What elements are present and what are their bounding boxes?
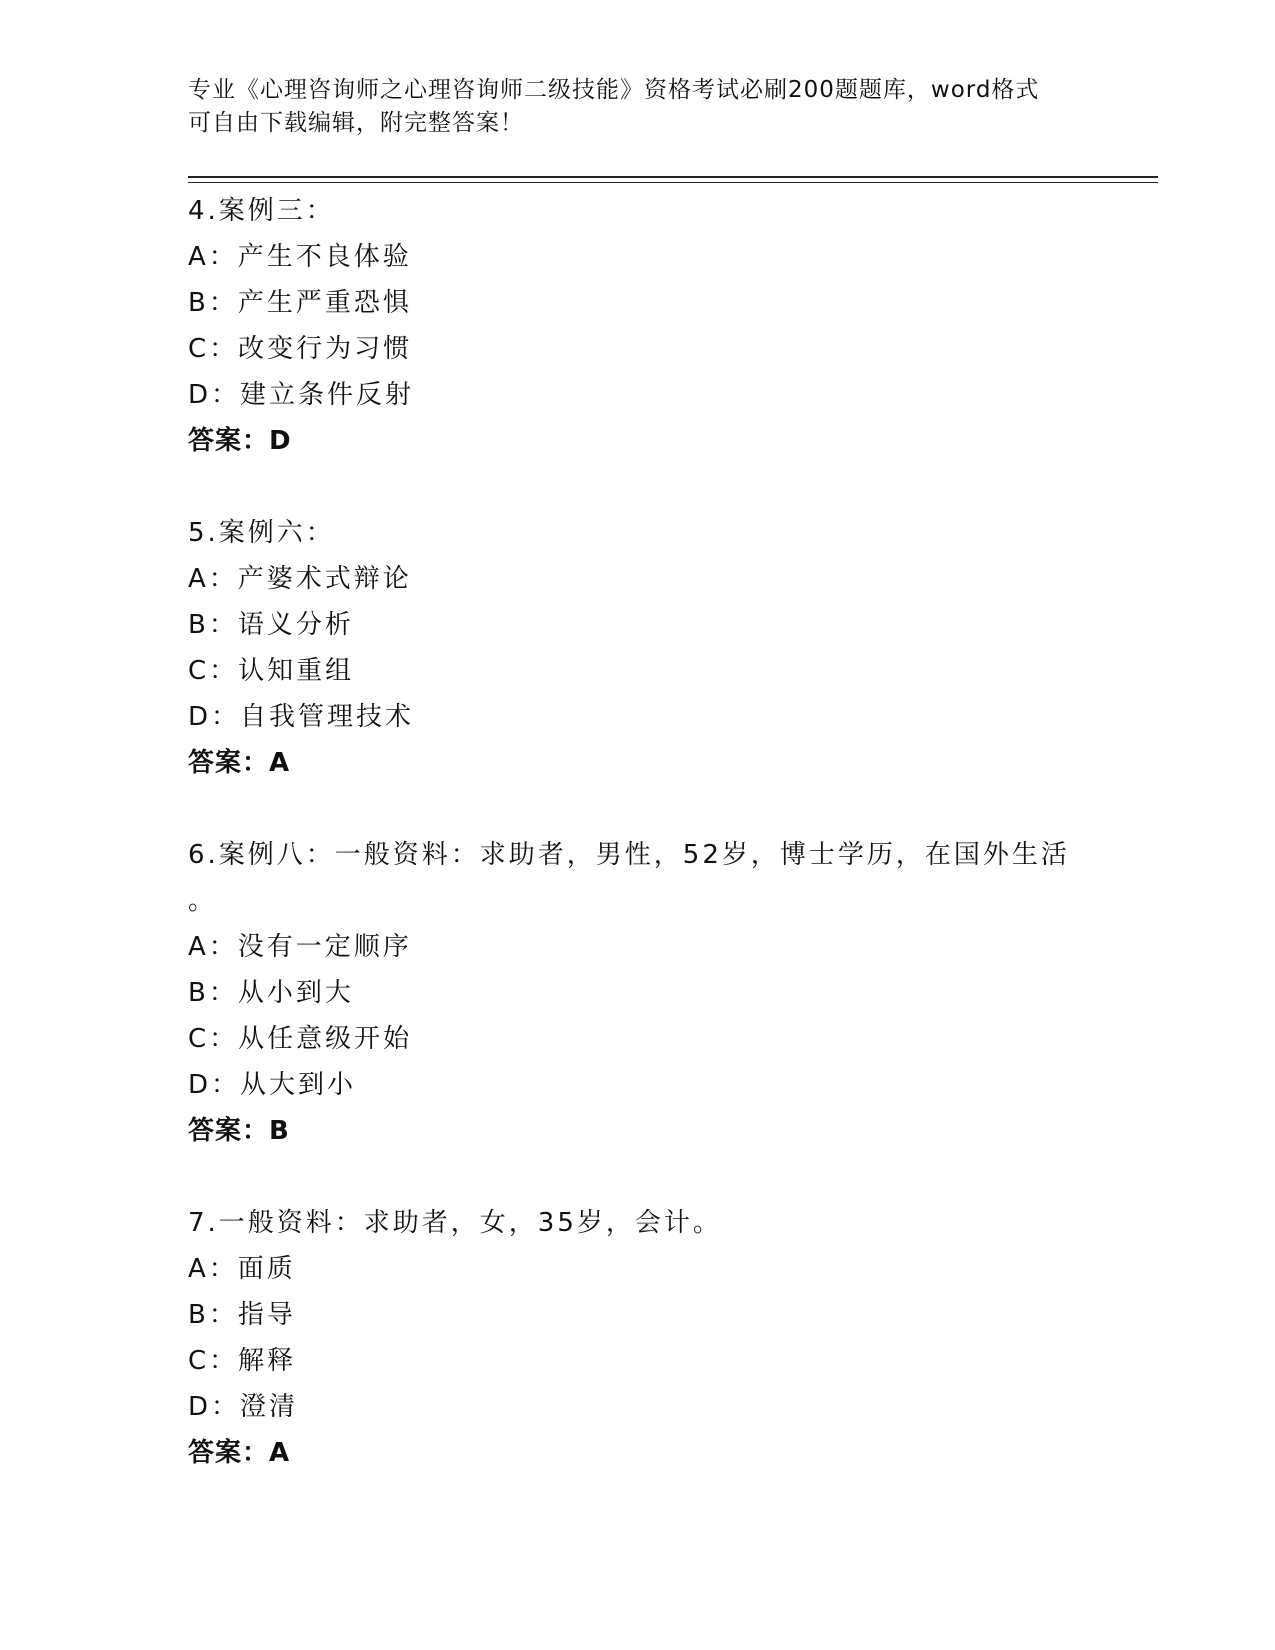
spacer [188, 464, 1088, 510]
question-4 [188, 188, 1088, 464]
spacer [188, 1154, 1088, 1200]
option-c: C：改变行为习惯 [188, 334, 413, 364]
option-a: A：面质 [188, 1254, 296, 1284]
option-d: D：从大到小 [188, 1070, 357, 1100]
option-c: C：从任意级开始 [188, 1024, 413, 1054]
option-d: D：自我管理技术 [188, 702, 415, 732]
option-b: B：从小到大 [188, 978, 354, 1008]
question-5 [188, 510, 1088, 786]
header-rule-thick [188, 176, 1158, 178]
question-list [188, 188, 1088, 1476]
document-header [188, 74, 1068, 140]
option-b: B：指导 [188, 1300, 296, 1330]
question-7 [188, 1200, 1088, 1476]
question-title: 4.案例三： [188, 196, 335, 226]
option-c: C：解释 [188, 1346, 297, 1376]
question-title: 6.案例八：一般资料：求助者，男性，52岁，博士学历，在国外生活 [188, 840, 1070, 870]
option-d: D：建立条件反射 [188, 380, 415, 410]
option-d: D：澄清 [188, 1392, 299, 1422]
question-title: 5.案例六： [188, 518, 335, 548]
header-line-2: 可自由下载编辑，附完整答案！ [188, 110, 524, 136]
question-title-tail: 。 [188, 886, 215, 916]
answer: 答案：D [188, 426, 292, 456]
option-a: A：产婆术式辩论 [188, 564, 412, 594]
spacer [188, 786, 1088, 832]
option-b: B：语义分析 [188, 610, 354, 640]
option-c: C：认知重组 [188, 656, 355, 686]
option-a: A：产生不良体验 [188, 242, 412, 272]
header-rule-thin [188, 182, 1158, 183]
option-b: B：产生严重恐惧 [188, 288, 412, 318]
header-line-1: 专业《心理咨询师之心理咨询师二级技能》资格考试必刷200题题库，word格式 [188, 77, 1040, 103]
question-title: 7.一般资料：求助者，女，35岁，会计。 [188, 1208, 722, 1238]
question-6 [188, 832, 1088, 1154]
option-a: A：没有一定顺序 [188, 932, 412, 962]
answer: 答案：B [188, 1116, 290, 1146]
answer: 答案：A [188, 1438, 291, 1468]
answer: 答案：A [188, 748, 291, 778]
